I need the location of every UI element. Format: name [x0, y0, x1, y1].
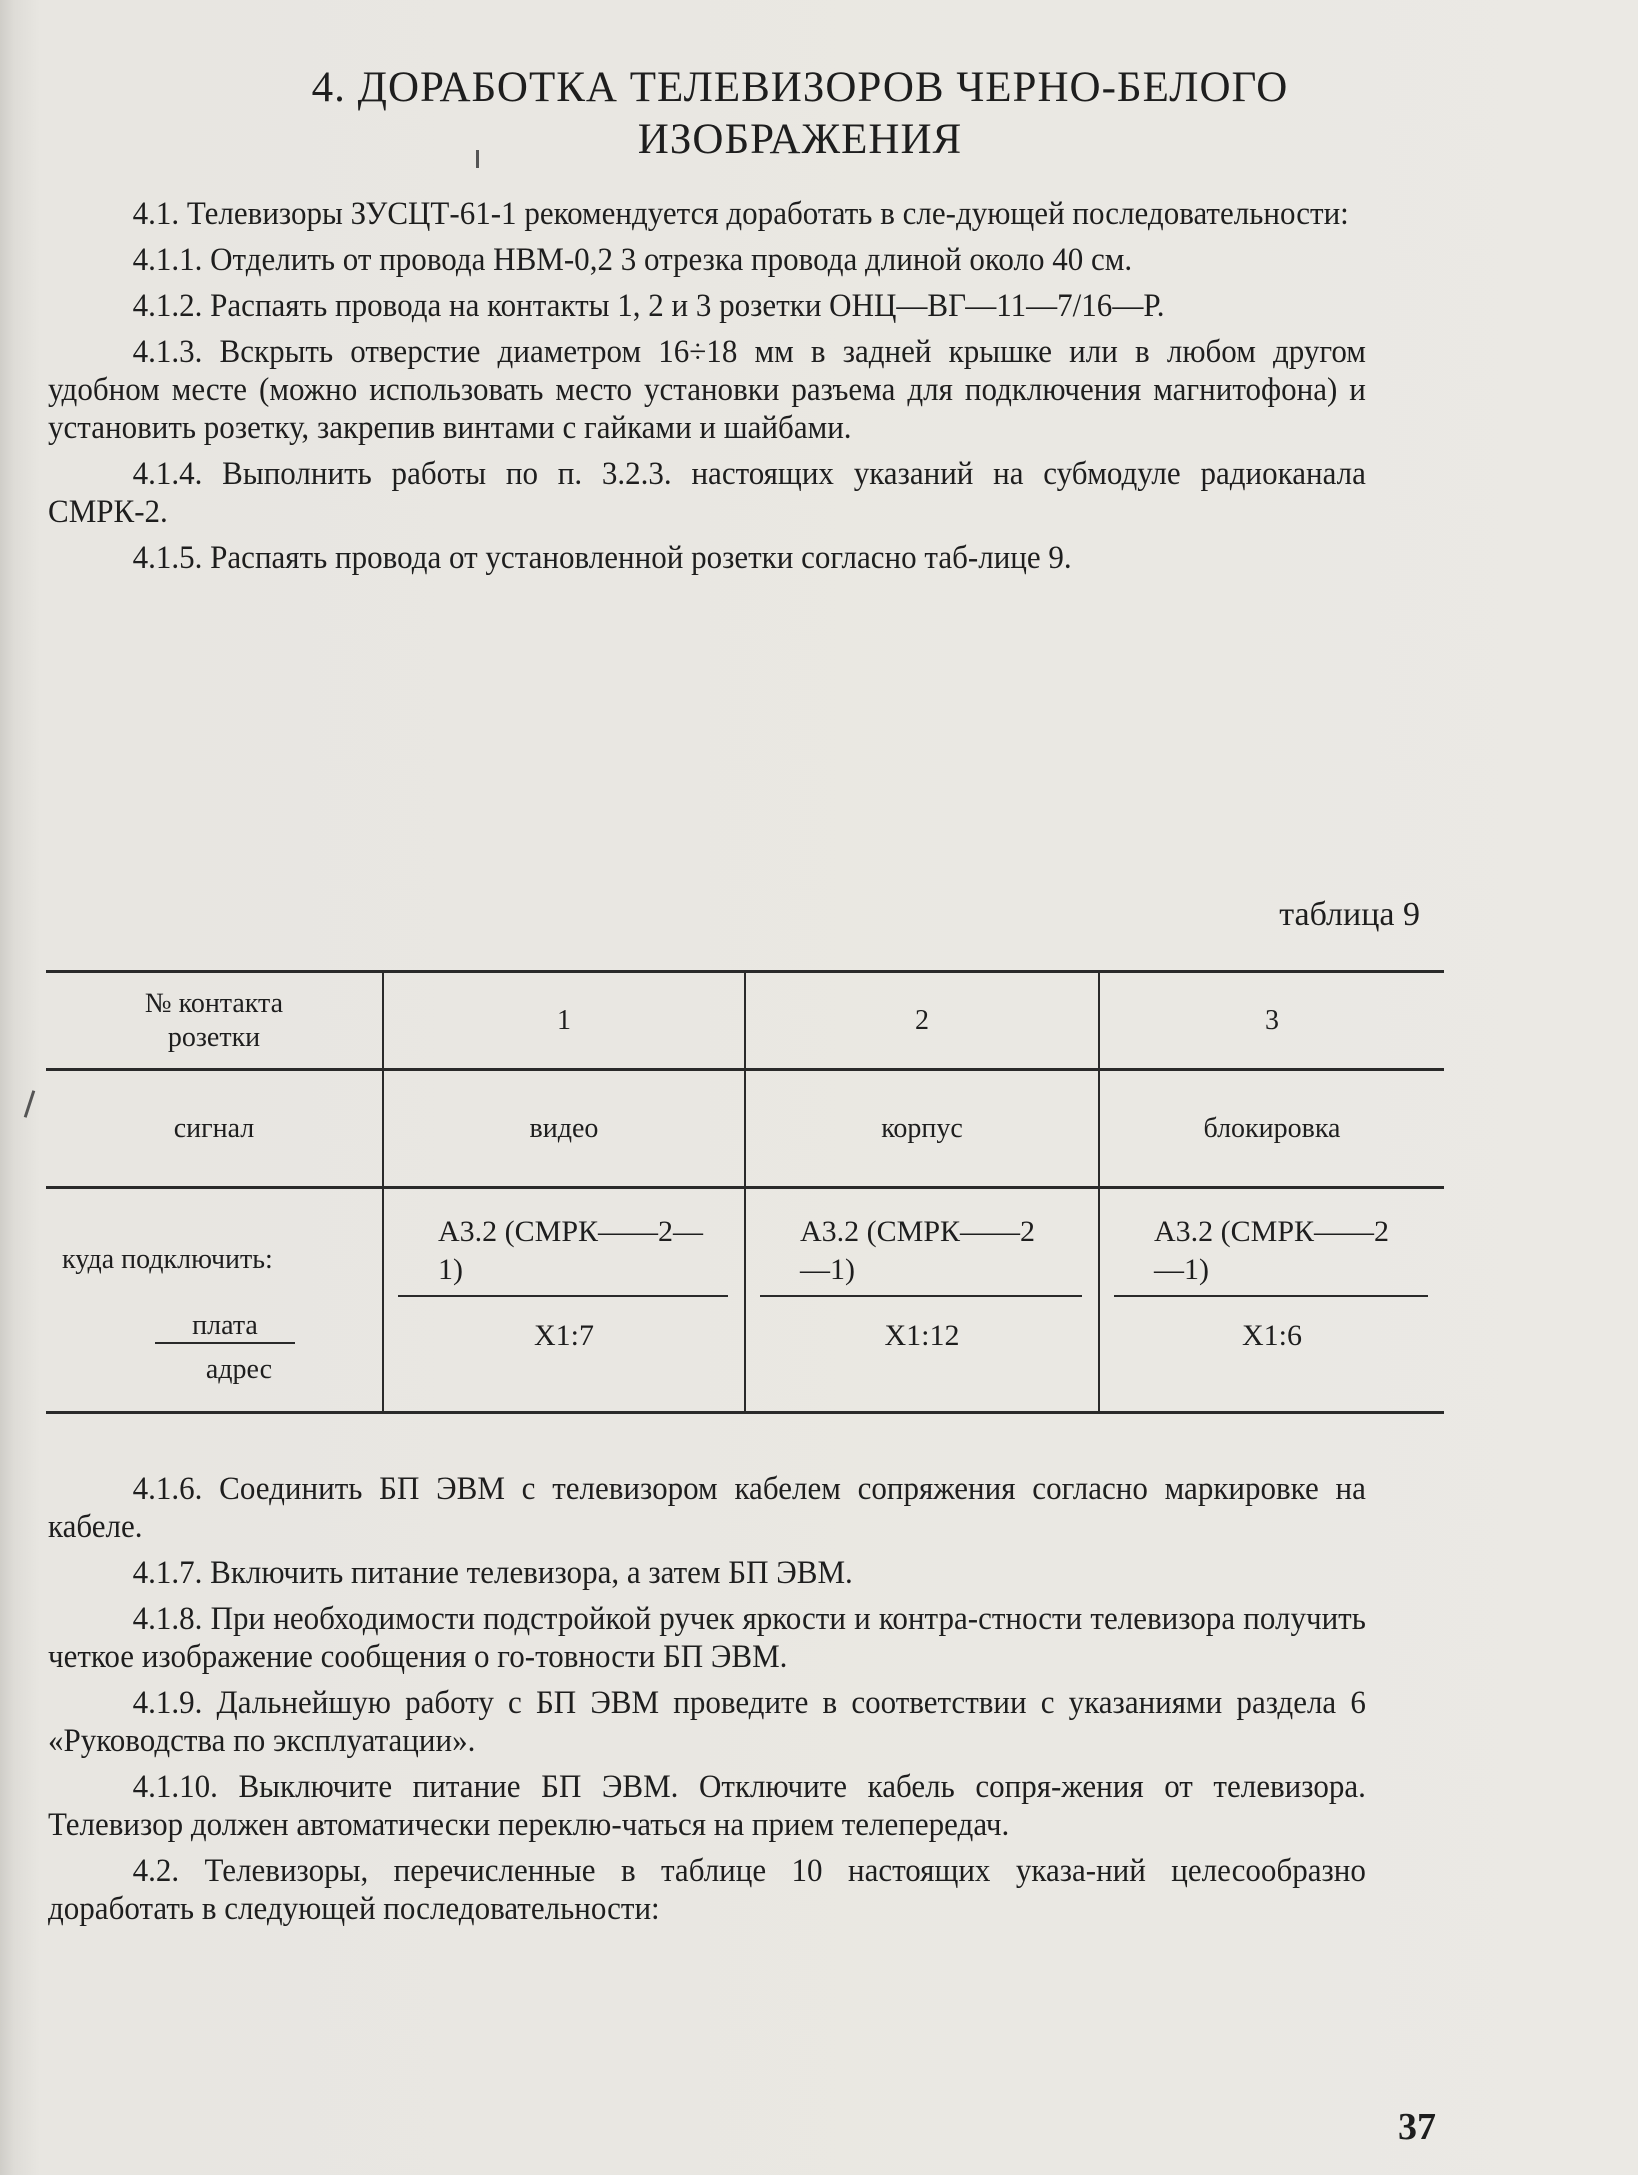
paragraph-4-1-3: 4.1.3. Вскрыть отверстие диаметром 16÷18 мм в задней крышке или в любом другом удобном месте (можно использовать место установки разъема для подключения магнитофона) и установить розетку, закрепив винтами с гайками и шайбами. — [48, 334, 1366, 446]
paragraph-4-1-2: 4.1.2. Распаять провода на контакты 1, 2 и 3 розетки ОНЦ—ВГ—11—7/16—Р. — [132, 288, 1165, 324]
connect-row — [46, 1188, 1444, 1413]
board-value-3: А3.2 (СМРК——2—1) — [1114, 1189, 1428, 1297]
paragraph-4-1-8: 4.1.8. При необходимости подстройкой ручек яркости и контра-стности телевизора получить четкое изображение сообщения о го-товности БП ЭВМ. — [48, 1601, 1366, 1675]
paragraph-4-1-7: 4.1.7. Включить питание телевизора, а затем БП ЭВМ. — [132, 1555, 853, 1591]
section-title-line-2: ИЗОБРАЖЕНИЯ — [637, 116, 963, 163]
paragraph-4-1-9: 4.1.9. Дальнейшую работу с БП ЭВМ проведите в соответствии с указаниями раздела 6 «Руководства по эксплуатации». — [48, 1685, 1366, 1759]
body-text-before-table — [48, 195, 1366, 585]
paragraph-4-1-10: 4.1.10. Выключите питание БП ЭВМ. Отключите кабель сопря-жения от телевизора. Телевизор должен автоматически переклю-чаться на прием телепередач. — [48, 1769, 1366, 1843]
paragraph-4-1-1: 4.1.1. Отделить от провода НВМ-0,2 3 отрезка провода длиной около 40 см. — [132, 242, 1133, 278]
table-9 — [46, 970, 1444, 1414]
connect-cell-3 — [1099, 1188, 1444, 1413]
section-title-line-1: 4. ДОРАБОТКА ТЕЛЕВИЗОРОВ ЧЕРНО-БЕЛОГО — [311, 64, 1289, 111]
contact-1: 1 — [383, 972, 745, 1070]
paragraph-4-1-5: 4.1.5. Распаять провода от установленной розетки согласно таб-лице 9. — [132, 540, 1072, 576]
signal-value-2: корпус — [745, 1070, 1099, 1188]
page-number: 37 — [1398, 2106, 1436, 2148]
contact-3: 3 — [1099, 972, 1444, 1070]
connect-cell-1 — [383, 1188, 745, 1413]
address-value-3: X1:6 — [1242, 1319, 1302, 1352]
address-value-1: X1:7 — [534, 1319, 594, 1352]
signal-row — [46, 1070, 1444, 1188]
paragraph-4-1: 4.1. Телевизоры ЗУСЦТ-61-1 рекомендуется доработать в сле-дующей последовательности: — [132, 196, 1349, 232]
table-caption: таблица 9 — [1279, 896, 1420, 933]
paragraph-4-1-6: 4.1.6. Соединить БП ЭВМ с телевизором кабелем сопряжения согласно маркировке на кабеле. — [48, 1471, 1366, 1545]
paragraph-4-1-4: 4.1.4. Выполнить работы по п. 3.2.3. настоящих указаний на субмодуле радиоканала СМРК-2. — [48, 456, 1366, 530]
signal-value-3: блокировка — [1099, 1070, 1444, 1188]
board-value-2: А3.2 (СМРК——2—1) — [760, 1189, 1082, 1297]
header-label: № контакта розетки — [144, 987, 284, 1053]
contact-2: 2 — [745, 972, 1099, 1070]
header-label-cell — [46, 972, 383, 1070]
connect-cell-2 — [745, 1188, 1099, 1413]
address-value-2: X1:12 — [884, 1319, 960, 1352]
signal-label: сигнал — [46, 1070, 383, 1188]
table-header-row — [46, 972, 1444, 1070]
board-label: плата — [155, 1310, 295, 1344]
connect-label-cell — [46, 1188, 383, 1413]
print-speck — [24, 1090, 36, 1118]
address-label: адрес — [205, 1354, 273, 1385]
signal-value-1: видео — [383, 1070, 745, 1188]
section-title — [120, 62, 1480, 166]
board-value-1: А3.2 (СМРК——2—1) — [398, 1189, 728, 1297]
body-text-after-table — [48, 1470, 1366, 1936]
connect-label: куда подключить: — [62, 1244, 273, 1275]
print-speck — [476, 150, 479, 168]
paragraph-4-2: 4.2. Телевизоры, перечисленные в таблице 10 настоящих указа-ний целесообразно доработать в следующей последовательности: — [48, 1853, 1366, 1927]
